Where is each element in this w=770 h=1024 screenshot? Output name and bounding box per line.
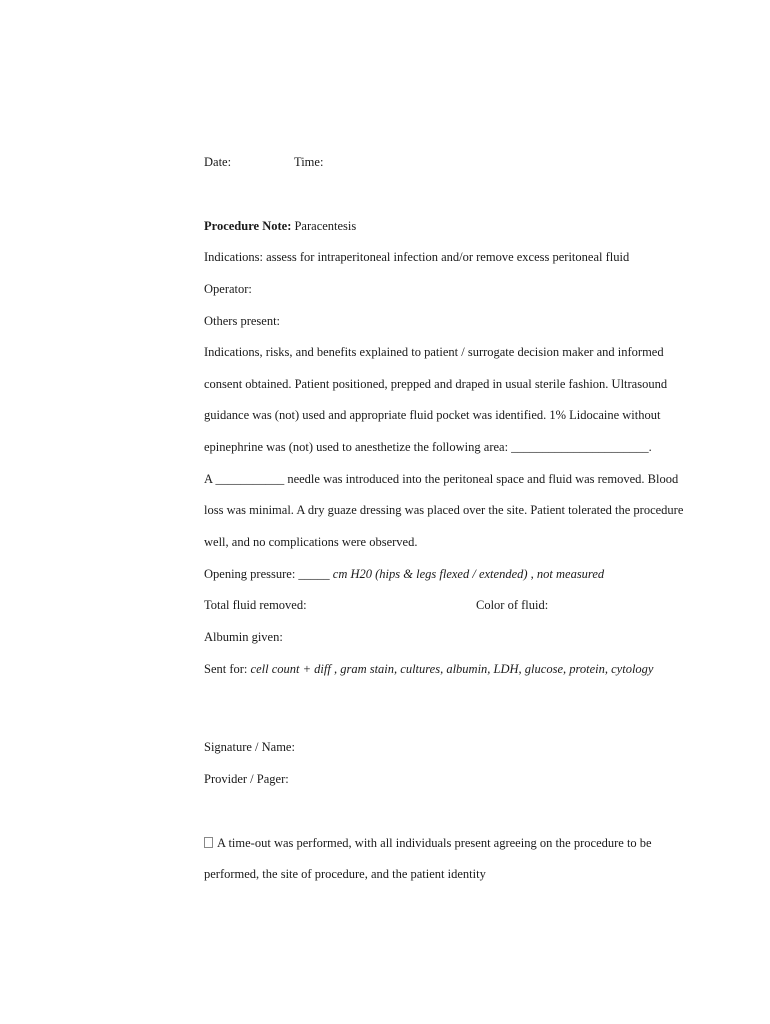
timeout-text-1: A time-out was performed, with all individuals present agreeing on the procedure to be — [217, 836, 652, 850]
opening-pressure-detail: cm H20 (hips & legs flexed / extended) , not measured — [332, 567, 605, 581]
timeout-checkbox[interactable] — [204, 837, 213, 848]
narrative-line-6: loss was minimal. A dry guaze dressing was placed over the site. Patient tolerated the procedure — [204, 503, 684, 517]
procedure-note-value: Paracentesis — [294, 219, 357, 233]
narrative-line-5: A ___________ needle was introduced into the peritoneal space and fluid was removed. Blood — [204, 472, 679, 486]
procedure-note-line — [204, 218, 356, 234]
timeout-line-1 — [204, 835, 652, 851]
sent-for-label: Sent for: — [204, 662, 248, 676]
sent-for-line — [204, 661, 653, 677]
narrative-line-3: guidance was (not) used and appropriate fluid pocket was identified. 1% Lidocaine without — [204, 408, 661, 422]
total-fluid-label: Total fluid removed: — [204, 598, 307, 612]
narrative-line-7: well, and no complications were observed. — [204, 535, 418, 549]
indications-line: Indications: assess for intraperitoneal infection and/or remove excess peritoneal fluid — [204, 250, 630, 264]
date-label: Date: — [204, 155, 232, 169]
narrative-line-1: Indications, risks, and benefits explained to patient / surrogate decision maker and informed — [204, 345, 664, 359]
time-label: Time: — [294, 155, 324, 169]
sent-for-items: cell count + diff , gram stain, cultures, albumin, LDH, glucose, protein, cytology — [250, 662, 654, 676]
narrative-line-4: epinephrine was (not) used to anesthetize the following area: ______________________. — [204, 440, 652, 454]
albumin-given-label: Albumin given: — [204, 630, 283, 644]
timeout-line-2: performed, the site of procedure, and the patient identity — [204, 867, 486, 881]
opening-pressure-label: Opening pressure: _____ — [204, 567, 330, 581]
signature-name-label: Signature / Name: — [204, 740, 295, 754]
color-of-fluid-label: Color of fluid: — [476, 598, 549, 612]
provider-pager-label: Provider / Pager: — [204, 772, 289, 786]
opening-pressure-line — [204, 566, 604, 582]
narrative-line-2: consent obtained. Patient positioned, prepped and draped in usual sterile fashion. Ultrasound — [204, 377, 668, 391]
procedure-note-label: Procedure Note: — [204, 219, 292, 233]
others-present-label: Others present: — [204, 314, 281, 328]
operator-label: Operator: — [204, 282, 252, 296]
